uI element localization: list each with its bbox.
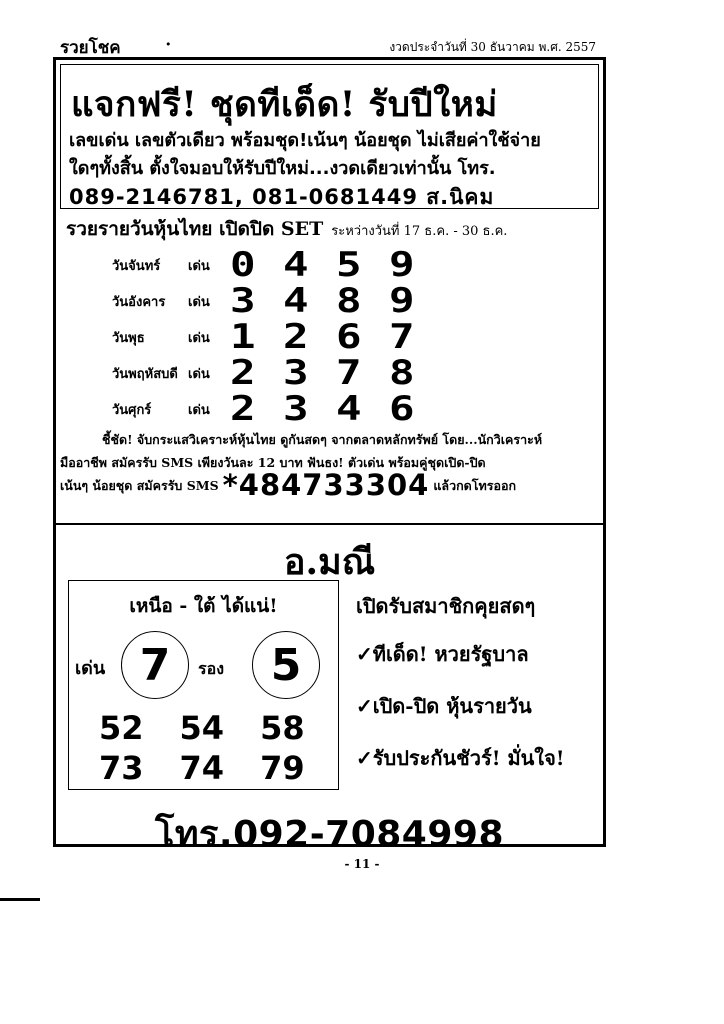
north-south-box — [68, 580, 339, 790]
header-date: งวดประจำวันที่ 30 ธันวาคม พ.ศ. 2557 — [389, 40, 596, 54]
set-heading — [66, 214, 507, 244]
sms-code: *484733304 — [222, 468, 430, 502]
set-title: รวยรายวันหุ้นไทย เปิดปิด SET — [66, 218, 324, 240]
offer-phones: 089-2146781, 081-0681449 ส.นิคม — [69, 185, 495, 209]
day-row — [112, 353, 442, 393]
ad-frame — [53, 57, 606, 855]
pair-number: 73 — [99, 749, 144, 787]
day-lead-label: เด่น — [188, 402, 210, 418]
promo-item: ✓เปิด-ปิด หุ้นรายวัน — [356, 694, 532, 718]
analysis-text — [60, 428, 597, 502]
day-row — [112, 281, 442, 321]
day-digit: 2 — [283, 317, 309, 357]
promo-title: เปิดรับสมาชิกคุยสดๆ — [356, 594, 536, 618]
tipster-name: อ.มณี — [283, 541, 376, 583]
offer-line-2: ใดๆทั้งสิ้น ตั้งใจมอบให้รับปีใหม่...งวดเดียวเท่านั้น โทร. — [69, 158, 496, 179]
day-digit: 7 — [389, 317, 415, 357]
set-date-range: ระหว่างวันที่ 17 ธ.ค. - 30 ธ.ค. — [331, 224, 508, 239]
day-digit: 3 — [230, 281, 256, 321]
day-lead-label: เด่น — [188, 294, 210, 310]
day-digit: 0 — [230, 245, 256, 285]
free-offer-box — [60, 64, 599, 209]
day-digit: 3 — [283, 389, 309, 429]
pair-number: 54 — [179, 709, 225, 747]
day-digit: 9 — [389, 281, 415, 321]
header-dot: • — [165, 38, 172, 51]
runner-number-circle: 5 — [252, 631, 320, 699]
pair-number: 74 — [179, 749, 225, 787]
day-name: วันศุกร์ — [112, 402, 152, 418]
day-digit: 3 — [283, 353, 309, 393]
day-lead-label: เด่น — [188, 258, 210, 274]
day-digit: 5 — [336, 245, 362, 285]
pair-row — [99, 709, 305, 747]
day-digit: 2 — [230, 389, 256, 429]
day-name: วันจันทร์ — [112, 258, 161, 274]
offer-line-1: เลขเด่น เลขตัวเดียว พร้อมชุด!เน้นๆ น้อยชุด ไม่เสียค่าใช้จ่าย — [69, 130, 541, 151]
header-left: รวยโชค — [60, 38, 121, 58]
pair-number: 58 — [260, 709, 305, 747]
day-row — [112, 245, 442, 285]
day-digit: 4 — [336, 389, 362, 429]
sms-label: เน้นๆ น้อยชุด สมัครรับ SMS — [60, 478, 219, 493]
day-name: วันอังคาร — [112, 294, 166, 310]
lead-label: เด่น — [75, 658, 106, 679]
section-divider — [56, 523, 603, 525]
sms-instruction: แล้วกดโทรออก — [433, 478, 517, 493]
day-lead-label: เด่น — [188, 330, 210, 346]
day-digit: 9 — [389, 245, 415, 285]
day-digit: 7 — [336, 353, 362, 393]
day-digit: 6 — [336, 317, 362, 357]
page-edge-mark — [0, 898, 40, 913]
day-name: วันพุธ — [112, 330, 145, 346]
day-row — [112, 317, 442, 357]
page-number: - 11 - — [344, 857, 380, 871]
promo-item: ✓รับประกันชัวร์! มั่นใจ! — [356, 746, 565, 770]
day-name: วันพฤหัสบดี — [112, 366, 178, 382]
day-digit: 4 — [283, 245, 309, 285]
day-digit: 8 — [336, 281, 362, 321]
day-row — [112, 389, 442, 429]
analysis-line-2: มืออาชีพ สมัครรับ SMS เพียงวันละ 12 บาท ฟันธง! ตัวเด่น พร้อมคู่ชุดเปิด-ปิด — [60, 455, 486, 470]
pair-number: 79 — [260, 749, 305, 787]
promo-item: ✓ทีเด็ด! หวยรัฐบาล — [356, 642, 529, 666]
runner-label: รอง — [198, 659, 225, 678]
analysis-line-3 — [60, 468, 597, 502]
day-digit: 6 — [389, 389, 415, 429]
day-lead-label: เด่น — [188, 366, 210, 382]
headline: แจกฟรี! ชุดทีเด็ด! รับปีใหม่ — [71, 84, 498, 125]
day-digit: 2 — [230, 353, 256, 393]
pair-row — [99, 749, 305, 787]
day-digit: 1 — [230, 317, 256, 357]
analysis-line-1: ชี้ชัด! จับกระแสวิเคราะห์หุ้นไทย ดูกันสดๆ จากตลาดหลักทรัพย์ โดย...นักวิเคราะห์ — [102, 432, 543, 447]
contact-phone: โทร.092-7084998 — [154, 814, 504, 855]
day-digit: 4 — [283, 281, 309, 321]
pair-number: 52 — [99, 709, 144, 747]
main-number-circle: 7 — [121, 631, 189, 699]
box-title: เหนือ - ใต้ ได้แน่! — [129, 595, 278, 617]
day-digit: 8 — [389, 353, 415, 393]
